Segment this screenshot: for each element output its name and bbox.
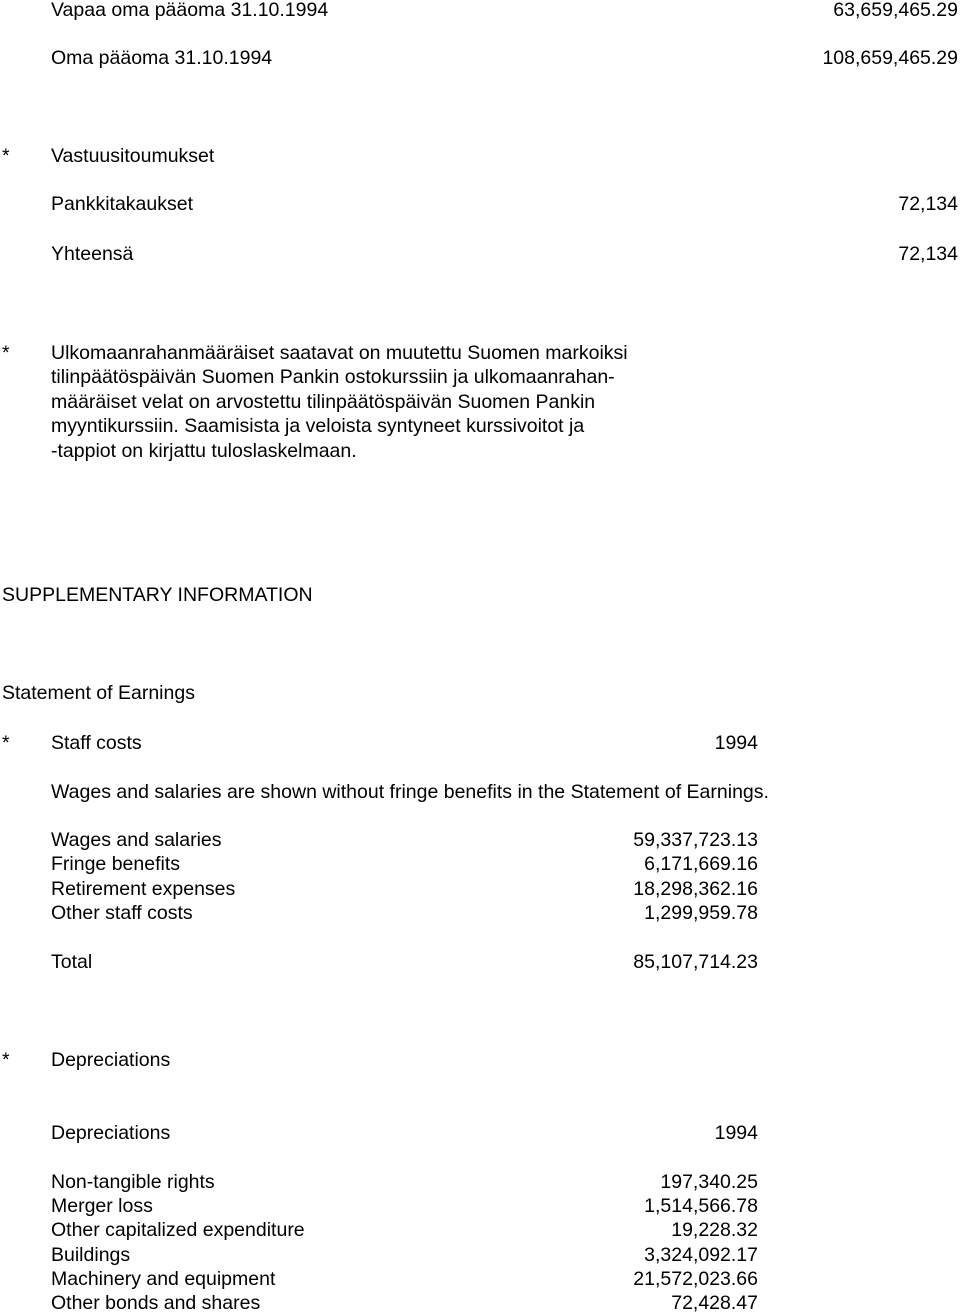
commitments-marker: * [2, 145, 10, 167]
commitments-total-label: Yhteensä [51, 243, 134, 265]
staff-row-label: Retirement expenses [51, 878, 236, 900]
depreciations-heading: Depreciations [51, 1049, 171, 1071]
depreciation-row-value: 1,514,566.78 [644, 1195, 758, 1217]
staff-row-value: 18,298,362.16 [633, 878, 758, 900]
depreciation-row-label: Other bonds and shares [51, 1292, 261, 1314]
currency-note-line: -tappiot on kirjattu tuloslaskelmaan. [51, 439, 357, 462]
currency-note-line: tilinpäätöspäivän Suomen Pankin ostokurssiin ja ulkomaanrahan- [51, 366, 615, 389]
depreciation-row-label: Machinery and equipment [51, 1268, 276, 1290]
staff-row-value: 1,299,959.78 [644, 902, 758, 924]
depreciation-row-label: Buildings [51, 1244, 131, 1266]
supplementary-heading: SUPPLEMENTARY INFORMATION [2, 584, 313, 606]
currency-note-paragraph [51, 341, 751, 463]
depreciation-row-label: Other capitalized expenditure [51, 1219, 305, 1241]
depreciations-table-label: Depreciations [51, 1122, 171, 1144]
currency-note-line: Ulkomaanrahanmääräiset saatavat on muutettu Suomen markoiksi [51, 342, 628, 364]
total-equity-value: 108,659,465.29 [822, 47, 958, 69]
total-equity-label: Oma pääoma 31.10.1994 [51, 47, 273, 69]
staff-total-label: Total [51, 951, 93, 973]
staff-costs-heading: Staff costs [51, 732, 142, 754]
statement-heading: Statement of Earnings [2, 682, 195, 704]
currency-note-line: myyntikurssiin. Saamisista ja veloista syntyneet kurssivoitot ja [51, 415, 585, 438]
depreciation-row-value: 19,228.32 [671, 1219, 758, 1241]
depreciation-row-value: 72,428.47 [671, 1292, 758, 1314]
staff-total-value: 85,107,714.23 [633, 951, 758, 973]
staff-row-value: 59,337,723.13 [633, 829, 758, 851]
depreciation-row-label: Merger loss [51, 1195, 153, 1217]
staff-row-label: Wages and salaries [51, 829, 222, 851]
staff-row-label: Other staff costs [51, 902, 193, 924]
currency-note-line: määräiset velat on arvostettu tilinpäätöspäivän Suomen Pankin [51, 390, 596, 413]
currency-note-marker: * [2, 342, 10, 364]
guarantees-label: Pankkitakaukset [51, 193, 193, 215]
commitments-total-value: 72,134 [898, 243, 958, 265]
commitments-heading: Vastuusitoumukset [51, 145, 215, 167]
staff-row-value: 6,171,669.16 [644, 853, 758, 875]
depreciation-row-value: 21,572,023.66 [633, 1268, 758, 1290]
staff-costs-note: Wages and salaries are shown without fringe benefits in the Statement of Earnings. [51, 781, 769, 803]
free-equity-value: 63,659,465.29 [833, 0, 958, 21]
guarantees-value: 72,134 [898, 193, 958, 215]
depreciations-marker: * [2, 1049, 10, 1071]
depreciations-year: 1994 [714, 1122, 758, 1144]
depreciation-row-label: Non-tangible rights [51, 1171, 215, 1193]
staff-costs-year: 1994 [714, 732, 758, 754]
staff-costs-marker: * [2, 732, 10, 754]
depreciation-row-value: 197,340.25 [660, 1171, 758, 1193]
staff-row-label: Fringe benefits [51, 853, 180, 875]
depreciation-row-value: 3,324,092.17 [644, 1244, 758, 1266]
free-equity-label: Vapaa oma pääoma 31.10.1994 [51, 0, 329, 21]
